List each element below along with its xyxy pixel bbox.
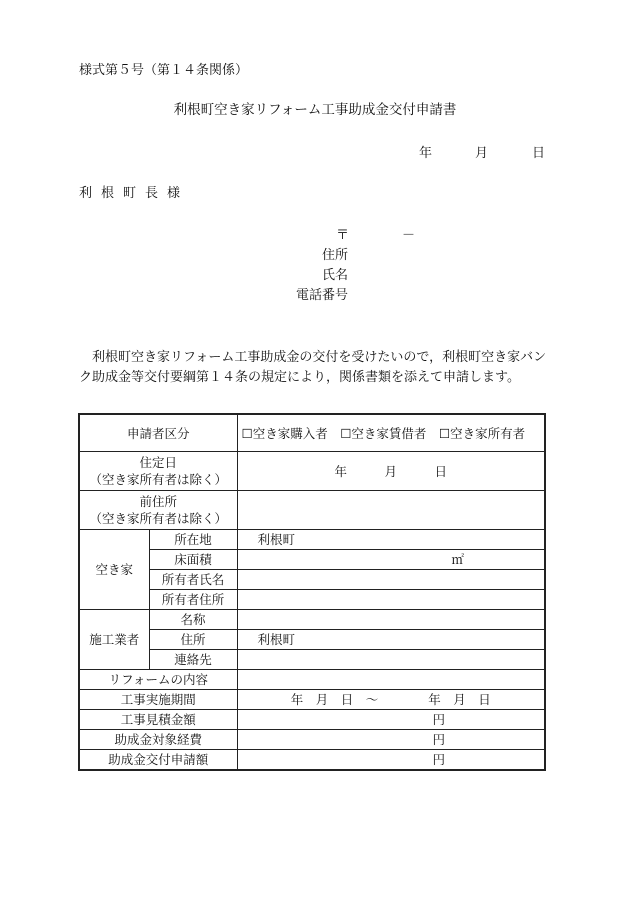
date-year-label: 年 bbox=[419, 146, 433, 161]
applicant-type-options[interactable]: ☐空き家購入者 ☐空き家賃借者 ☐空き家所有者 bbox=[237, 414, 545, 452]
postal-mark: 〒 bbox=[336, 228, 350, 243]
construction-period-label: 工事実施期間 bbox=[79, 690, 237, 710]
table-row bbox=[79, 452, 545, 491]
eligible-cost-field[interactable]: 円 bbox=[237, 730, 545, 750]
owner-name-field[interactable] bbox=[237, 570, 545, 590]
move-in-date-field[interactable]: 年 月 日 bbox=[237, 452, 545, 491]
table-row bbox=[79, 710, 545, 730]
owner-name-label: 所有者氏名 bbox=[149, 570, 237, 590]
contractor-address-field[interactable]: 利根町 bbox=[237, 630, 545, 650]
estimate-label: 工事見積金額 bbox=[79, 710, 237, 730]
eligible-cost-label: 助成金対象経費 bbox=[79, 730, 237, 750]
table-row bbox=[79, 690, 545, 710]
move-in-date-label-line2: （空き家所有者は除く） bbox=[89, 472, 228, 487]
previous-address-label bbox=[79, 491, 237, 530]
move-in-date-label bbox=[79, 452, 237, 491]
applicant-name-label: 氏名 bbox=[322, 268, 349, 283]
vacant-house-label: 空き家 bbox=[79, 530, 149, 610]
table-row bbox=[79, 750, 545, 771]
contractor-label: 施工業者 bbox=[79, 610, 149, 670]
previous-address-label-line2: （空き家所有者は除く） bbox=[89, 511, 228, 526]
table-row bbox=[79, 491, 545, 530]
applicant-type-label: 申請者区分 bbox=[79, 414, 237, 452]
contractor-contact-field[interactable] bbox=[237, 650, 545, 670]
estimate-field[interactable]: 円 bbox=[237, 710, 545, 730]
contractor-name-label: 名称 bbox=[149, 610, 237, 630]
construction-period-field[interactable]: 年 月 日 ～ 年 月 日 bbox=[237, 690, 545, 710]
addressee: 利根町長様 bbox=[79, 186, 190, 201]
location-field[interactable]: 利根町 bbox=[237, 530, 545, 550]
body-text: 利根町空き家リフォーム工事助成金の交付を受けたいので，利根町空き家バンク助成金等交付要綱第１４条の規定により，関係書類を添えて申請します。 bbox=[79, 350, 547, 385]
owner-address-label: 所有者住所 bbox=[149, 590, 237, 610]
table-row bbox=[79, 530, 545, 550]
table-row bbox=[79, 570, 545, 590]
table-row bbox=[79, 590, 545, 610]
form-number: 様式第５号（第１４条関係） bbox=[79, 63, 249, 78]
contractor-address-label: 住所 bbox=[149, 630, 237, 650]
table-row bbox=[79, 730, 545, 750]
location-label: 所在地 bbox=[149, 530, 237, 550]
applicant-address-label: 住所 bbox=[322, 248, 349, 263]
requested-amount-field[interactable]: 円 bbox=[237, 750, 545, 771]
applicant-phone-label: 電話番号 bbox=[296, 288, 349, 303]
move-in-date-label-line1: 住定日 bbox=[139, 455, 178, 470]
contractor-contact-label: 連絡先 bbox=[149, 650, 237, 670]
table-row bbox=[79, 650, 545, 670]
table-row bbox=[79, 550, 545, 570]
table-row bbox=[79, 610, 545, 630]
date-day-label: 日 bbox=[532, 146, 546, 161]
floor-area-field[interactable]: ㎡ bbox=[237, 550, 545, 570]
table-row bbox=[79, 670, 545, 690]
date-month-label: 月 bbox=[475, 146, 489, 161]
postal-dash: － bbox=[402, 228, 416, 243]
owner-address-field[interactable] bbox=[237, 590, 545, 610]
requested-amount-label: 助成金交付申請額 bbox=[79, 750, 237, 771]
previous-address-label-line1: 前住所 bbox=[139, 494, 178, 509]
application-form-table bbox=[78, 413, 546, 771]
floor-area-label: 床面積 bbox=[149, 550, 237, 570]
table-row bbox=[79, 630, 545, 650]
table-row bbox=[79, 414, 545, 452]
reform-content-field[interactable] bbox=[237, 670, 545, 690]
contractor-name-field[interactable] bbox=[237, 610, 545, 630]
previous-address-field[interactable] bbox=[237, 491, 545, 530]
reform-content-label: リフォームの内容 bbox=[79, 670, 237, 690]
document-title: 利根町空き家リフォーム工事助成金交付申請書 bbox=[173, 102, 457, 118]
